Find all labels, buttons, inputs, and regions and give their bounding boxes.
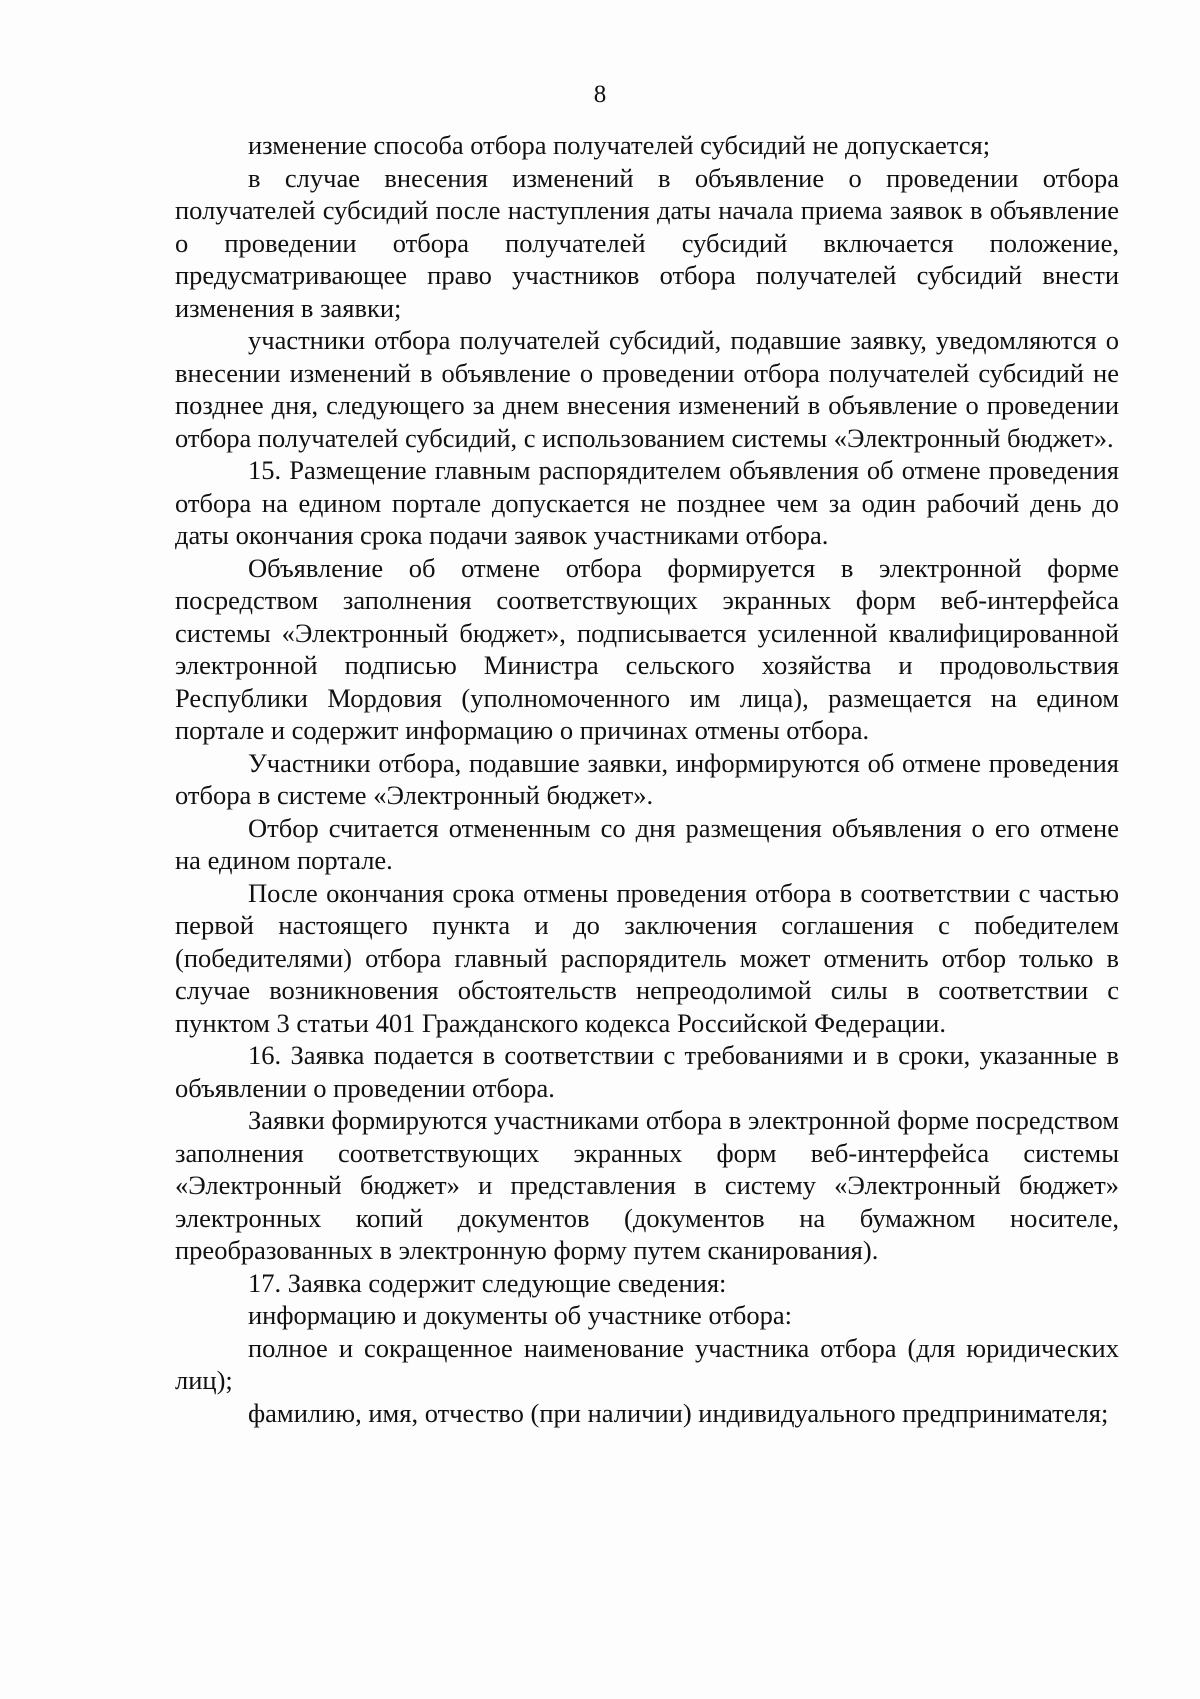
paragraph: Участники отбора, подавшие заявки, информируются об отмене проведения отбора в системе «Электронный бюджет». [175,747,1119,810]
paragraph: в случае внесения изменений в объявление о проведении отбора получателей субсидий после наступления даты начала приема заявок в объявление о проведении отбора получателей субсидий включается положение, предусматривающее право участников отбора получателей субсидий внести изменения в заявки; [175,162,1119,323]
paragraph: Объявление об отмене отбора формируется в электронной форме посредством заполнения соответствующих экранных форм веб-интерфейса системы «Электронный бюджет», подписывается усиленной квалифицированной электронной подписью Министра сельского хозяйства и продовольствия Республики Мордовия (уполномоченного им лица), размещается на едином портале и содержит информацию о причинах отмены отбора. [175,552,1119,745]
paragraph: После окончания срока отмены проведения отбора в соответствии с частью первой настоящего пункта и до заключения соглашения с победителем (победителями) отбора главный распорядитель может отменить отбор только в случае возникновения обстоятельств непреодолимой силы в соответствии с пунктом 3 статьи 401 Гражданского кодекса Российской Федерации. [175,877,1119,1038]
page-number: 8 [593,81,607,108]
paragraph: фамилию, имя, отчество (при наличии) индивидуального предпринимателя; [248,1397,1109,1428]
paragraph: Отбор считается отмененным со дня размещения объявления о его отмене на едином портале. [175,812,1119,875]
paragraph: 15. Размещение главным распорядителем объявления об отмене проведения отбора на едином портале допускается не позднее чем за один рабочий день до даты окончания срока подачи заявок участниками отбора. [175,455,1119,550]
paragraph: изменение способа отбора получателей субсидий не допускается; [248,130,991,160]
paragraph: Заявки формируются участниками отбора в электронной форме посредством заполнения соответствующих экранных форм веб-интерфейса системы «Электронный бюджет» и представления в систему «Электронный бюджет» электронных копий документов (документов на бумажном носителе, преобразованных в электронную форму путем сканирования). [175,1105,1119,1265]
paragraph: участники отбора получателей субсидий, подавшие заявку, уведомляются о внесении изменений в объявление о проведении отбора получателей субсидий не позднее дня, следующего за днем внесения изменений в объявление о проведении отбора получателей субсидий, с использованием системы «Электронный бюджет». [175,325,1119,453]
document-body [175,129,1119,1429]
paragraph: информацию и документы об участнике отбора: [248,1300,793,1330]
paragraph: 17. Заявка содержит следующие сведения: [248,1267,727,1298]
paragraph: 16. Заявка подается в соответствии с требованиями и в сроки, указанные в объявлении о проведении отбора. [175,1040,1119,1103]
paragraph: полное и сокращенное наименование участника отбора (для юридических лиц); [175,1332,1119,1395]
